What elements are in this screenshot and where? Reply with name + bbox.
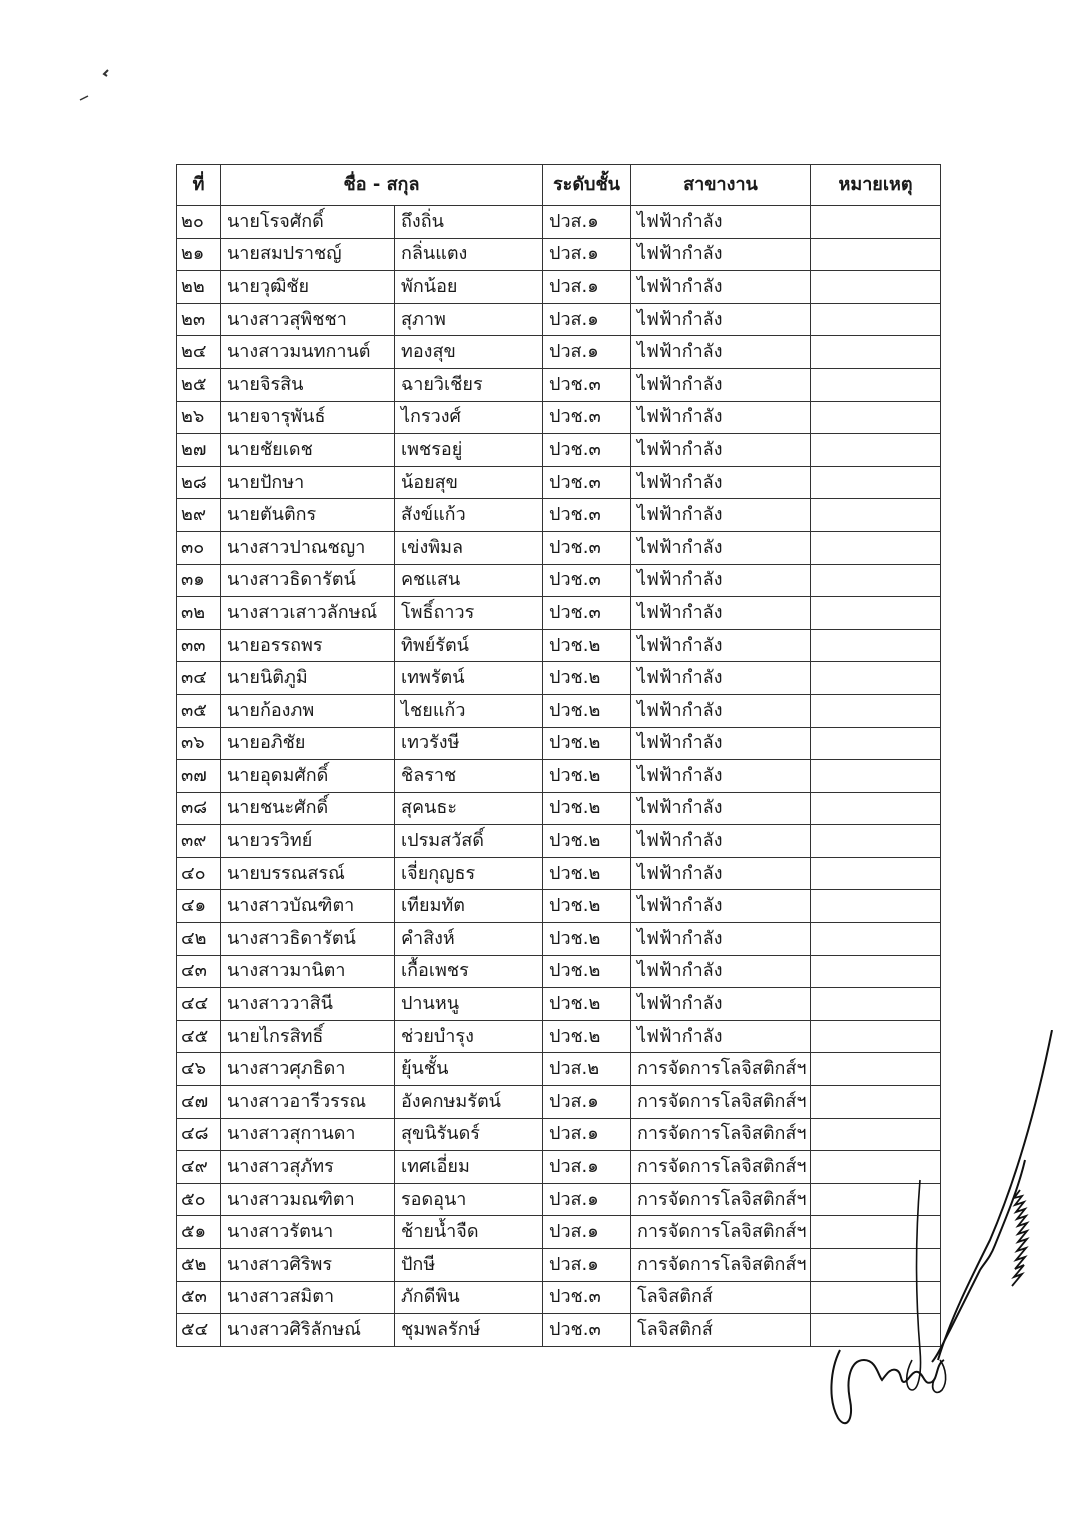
row-last-name: เปรมสวัสดิ์: [395, 825, 543, 858]
header-level: ระดับชั้น: [543, 165, 631, 206]
row-last-name: เทวรังษี: [395, 727, 543, 760]
row-branch: ไฟฟ้ากำลัง: [631, 825, 811, 858]
row-number: ๒๐: [177, 206, 221, 239]
row-remark: [811, 368, 941, 401]
row-last-name: คชแสน: [395, 564, 543, 597]
row-first-name: นางสาวรัตนา: [221, 1216, 395, 1249]
row-level: ปวช.๓: [543, 1314, 631, 1347]
scan-mark-icon: [70, 60, 120, 110]
row-level: ปวส.๑: [543, 238, 631, 271]
row-first-name: นางสาววาสินี: [221, 988, 395, 1021]
row-first-name: นางสาวธิดารัตน์: [221, 923, 395, 956]
row-number: ๕๔: [177, 1314, 221, 1347]
row-last-name: เกื้อเพชร: [395, 955, 543, 988]
row-remark: [811, 466, 941, 499]
row-last-name: ปานหนู: [395, 988, 543, 1021]
row-branch: ไฟฟ้ากำลัง: [631, 988, 811, 1021]
row-level: ปวส.๑: [543, 1249, 631, 1282]
row-level: ปวส.๑: [543, 1151, 631, 1184]
row-number: ๓๙: [177, 825, 221, 858]
row-level: ปวช.๒: [543, 825, 631, 858]
row-level: ปวส.๑: [543, 1216, 631, 1249]
row-first-name: นายวุฒิชัย: [221, 271, 395, 304]
row-first-name: นายไกรสิทธิ์: [221, 1020, 395, 1053]
row-branch: ไฟฟ้ากำลัง: [631, 1020, 811, 1053]
row-last-name: ฉายวิเชียร: [395, 368, 543, 401]
row-level: ปวช.๓: [543, 564, 631, 597]
row-branch: การจัดการโลจิสติกส์ฯ: [631, 1249, 811, 1282]
row-branch: ไฟฟ้ากำลัง: [631, 629, 811, 662]
row-number: ๕๒: [177, 1249, 221, 1282]
row-level: ปวช.๒: [543, 629, 631, 662]
table-row: [177, 499, 941, 532]
row-branch: การจัดการโลจิสติกส์ฯ: [631, 1183, 811, 1216]
row-last-name: สุคนธะ: [395, 792, 543, 825]
table-row: [177, 662, 941, 695]
table-row: [177, 890, 941, 923]
row-number: ๔๘: [177, 1118, 221, 1151]
row-first-name: นางสาวสุกานดา: [221, 1118, 395, 1151]
row-branch: ไฟฟ้ากำลัง: [631, 466, 811, 499]
row-number: ๒๔: [177, 336, 221, 369]
row-first-name: นายบรรณสรณ์: [221, 857, 395, 890]
row-last-name: เทียมทัต: [395, 890, 543, 923]
row-remark: [811, 597, 941, 630]
row-remark: [811, 760, 941, 793]
row-branch: ไฟฟ้ากำลัง: [631, 760, 811, 793]
row-level: ปวช.๓: [543, 597, 631, 630]
row-number: ๓๖: [177, 727, 221, 760]
row-first-name: นางสาวศิริพร: [221, 1249, 395, 1282]
row-branch: ไฟฟ้ากำลัง: [631, 923, 811, 956]
row-level: ปวช.๓: [543, 499, 631, 532]
row-number: ๔๓: [177, 955, 221, 988]
row-last-name: อังคกษมรัตน์: [395, 1086, 543, 1119]
row-branch: การจัดการโลจิสติกส์ฯ: [631, 1216, 811, 1249]
row-first-name: นางสาวศุภธิดา: [221, 1053, 395, 1086]
row-branch: ไฟฟ้ากำลัง: [631, 238, 811, 271]
row-last-name: สุขนิรันดร์: [395, 1118, 543, 1151]
row-last-name: น้อยสุข: [395, 466, 543, 499]
row-first-name: นายสมปราชญ์: [221, 238, 395, 271]
row-level: ปวช.๒: [543, 662, 631, 695]
row-number: ๒๙: [177, 499, 221, 532]
table-row: [177, 206, 941, 239]
row-first-name: นางสาวมานิตา: [221, 955, 395, 988]
row-last-name: ยุ้นชั้น: [395, 1053, 543, 1086]
row-level: ปวช.๓: [543, 368, 631, 401]
row-branch: ไฟฟ้ากำลัง: [631, 531, 811, 564]
row-remark: [811, 434, 941, 467]
row-remark: [811, 629, 941, 662]
table-row: [177, 271, 941, 304]
row-branch: ไฟฟ้ากำลัง: [631, 499, 811, 532]
row-first-name: นายอภิชัย: [221, 727, 395, 760]
row-level: ปวช.๒: [543, 955, 631, 988]
table-row: [177, 923, 941, 956]
row-last-name: เทพรัตน์: [395, 662, 543, 695]
row-first-name: นายจารุพันธ์: [221, 401, 395, 434]
row-number: ๒๗: [177, 434, 221, 467]
row-number: ๔๗: [177, 1086, 221, 1119]
header-branch: สาขางาน: [631, 165, 811, 206]
row-branch: ไฟฟ้ากำลัง: [631, 303, 811, 336]
row-last-name: ปักษี: [395, 1249, 543, 1282]
row-last-name: เทศเอี่ยม: [395, 1151, 543, 1184]
row-first-name: นายอุดมศักดิ์: [221, 760, 395, 793]
row-remark: [811, 662, 941, 695]
row-last-name: ชิลราช: [395, 760, 543, 793]
table-row: [177, 597, 941, 630]
row-branch: การจัดการโลจิสติกส์ฯ: [631, 1151, 811, 1184]
row-branch: ไฟฟ้ากำลัง: [631, 857, 811, 890]
row-last-name: ถึงถิ่น: [395, 206, 543, 239]
row-last-name: ไชยแก้ว: [395, 694, 543, 727]
row-branch: ไฟฟ้ากำลัง: [631, 564, 811, 597]
row-remark: [811, 694, 941, 727]
row-level: ปวช.๒: [543, 988, 631, 1021]
row-number: ๒๕: [177, 368, 221, 401]
row-number: ๕๓: [177, 1281, 221, 1314]
row-branch: ไฟฟ้ากำลัง: [631, 727, 811, 760]
row-remark: [811, 303, 941, 336]
row-branch: ไฟฟ้ากำลัง: [631, 955, 811, 988]
row-remark: [811, 923, 941, 956]
row-number: ๒๒: [177, 271, 221, 304]
row-number: ๒๑: [177, 238, 221, 271]
table-row: [177, 434, 941, 467]
row-level: ปวช.๒: [543, 923, 631, 956]
row-branch: ไฟฟ้ากำลัง: [631, 401, 811, 434]
row-remark: [811, 271, 941, 304]
row-branch: โลจิสติกส์: [631, 1281, 811, 1314]
row-remark: [811, 499, 941, 532]
table-row: [177, 401, 941, 434]
row-branch: ไฟฟ้ากำลัง: [631, 792, 811, 825]
row-first-name: นางสาวปาณชญา: [221, 531, 395, 564]
row-level: ปวช.๒: [543, 890, 631, 923]
row-remark: [811, 955, 941, 988]
row-first-name: นายนิติภูมิ: [221, 662, 395, 695]
table-row: [177, 466, 941, 499]
row-number: ๓๓: [177, 629, 221, 662]
row-number: ๕๐: [177, 1183, 221, 1216]
row-number: ๔๕: [177, 1020, 221, 1053]
row-remark: [811, 206, 941, 239]
row-first-name: นางสาวมนทกานต์: [221, 336, 395, 369]
table-row: [177, 760, 941, 793]
row-last-name: ช่วยบำรุง: [395, 1020, 543, 1053]
row-branch: การจัดการโลจิสติกส์ฯ: [631, 1118, 811, 1151]
row-branch: ไฟฟ้ากำลัง: [631, 434, 811, 467]
row-level: ปวช.๓: [543, 531, 631, 564]
row-branch: ไฟฟ้ากำลัง: [631, 662, 811, 695]
row-branch: การจัดการโลจิสติกส์ฯ: [631, 1086, 811, 1119]
table-row: [177, 792, 941, 825]
row-number: ๕๑: [177, 1216, 221, 1249]
row-first-name: นายโรจศักดิ์: [221, 206, 395, 239]
row-first-name: นางสาวธิดารัตน์: [221, 564, 395, 597]
row-last-name: ช้ายน้ำจืด: [395, 1216, 543, 1249]
row-number: ๒๓: [177, 303, 221, 336]
row-branch: การจัดการโลจิสติกส์ฯ: [631, 1053, 811, 1086]
row-last-name: เจี่ยกุญธร: [395, 857, 543, 890]
table-row: [177, 238, 941, 271]
row-last-name: สุภาพ: [395, 303, 543, 336]
row-remark: [811, 857, 941, 890]
row-remark: [811, 531, 941, 564]
row-level: ปวช.๓: [543, 434, 631, 467]
row-remark: [811, 238, 941, 271]
row-last-name: ภักดีพิน: [395, 1281, 543, 1314]
row-last-name: พักน้อย: [395, 271, 543, 304]
row-first-name: นายปักษา: [221, 466, 395, 499]
row-remark: [811, 890, 941, 923]
header-name: ชื่อ - สกุล: [221, 165, 543, 206]
row-first-name: นายชนะศักดิ์: [221, 792, 395, 825]
row-branch: ไฟฟ้ากำลัง: [631, 890, 811, 923]
table-row: [177, 368, 941, 401]
row-last-name: เข่งพิมล: [395, 531, 543, 564]
row-last-name: ไกรวงศ์: [395, 401, 543, 434]
row-number: ๔๒: [177, 923, 221, 956]
header-remark: หมายเหตุ: [811, 165, 941, 206]
row-number: ๔๑: [177, 890, 221, 923]
row-first-name: นางสาวมณฑิตา: [221, 1183, 395, 1216]
row-number: ๓๘: [177, 792, 221, 825]
row-branch: โลจิสติกส์: [631, 1314, 811, 1347]
row-last-name: เพชรอยู่: [395, 434, 543, 467]
header-no: ที่: [177, 165, 221, 206]
row-level: ปวส.๑: [543, 206, 631, 239]
row-level: ปวส.๑: [543, 1118, 631, 1151]
signature-icon: [820, 1030, 1060, 1450]
row-level: ปวส.๑: [543, 271, 631, 304]
row-first-name: นางสาวสุภัทร: [221, 1151, 395, 1184]
row-remark: [811, 564, 941, 597]
row-last-name: กลิ่นแตง: [395, 238, 543, 271]
row-number: ๓๒: [177, 597, 221, 630]
table-row: [177, 531, 941, 564]
row-level: ปวช.๓: [543, 1281, 631, 1314]
row-remark: [811, 401, 941, 434]
row-first-name: นางสาวศิริลักษณ์: [221, 1314, 395, 1347]
row-first-name: นางสาวบัณฑิตา: [221, 890, 395, 923]
row-number: ๔๖: [177, 1053, 221, 1086]
row-branch: ไฟฟ้ากำลัง: [631, 206, 811, 239]
row-branch: ไฟฟ้ากำลัง: [631, 271, 811, 304]
row-level: ปวช.๒: [543, 760, 631, 793]
table-row: [177, 694, 941, 727]
row-number: ๓๕: [177, 694, 221, 727]
row-number: ๓๑: [177, 564, 221, 597]
row-number: ๔๔: [177, 988, 221, 1021]
row-first-name: นายวรวิทย์: [221, 825, 395, 858]
row-remark: [811, 988, 941, 1021]
row-remark: [811, 336, 941, 369]
row-first-name: นางสาวอารีวรรณ: [221, 1086, 395, 1119]
row-first-name: นายอรรถพร: [221, 629, 395, 662]
row-number: ๔๙: [177, 1151, 221, 1184]
table-row: [177, 955, 941, 988]
row-level: ปวช.๓: [543, 401, 631, 434]
row-last-name: ทิพย์รัตน์: [395, 629, 543, 662]
row-first-name: นางสาวสุพิชชา: [221, 303, 395, 336]
row-branch: ไฟฟ้ากำลัง: [631, 368, 811, 401]
row-remark: [811, 792, 941, 825]
table-row: [177, 336, 941, 369]
row-last-name: สังข์แก้ว: [395, 499, 543, 532]
row-level: ปวส.๑: [543, 303, 631, 336]
row-first-name: นางสาวเสาวลักษณ์: [221, 597, 395, 630]
table-row: [177, 857, 941, 890]
row-level: ปวช.๓: [543, 466, 631, 499]
row-remark: [811, 825, 941, 858]
row-number: ๒๖: [177, 401, 221, 434]
row-last-name: ทองสุข: [395, 336, 543, 369]
table-row: [177, 825, 941, 858]
row-number: ๓๗: [177, 760, 221, 793]
row-level: ปวช.๒: [543, 1020, 631, 1053]
row-number: ๔๐: [177, 857, 221, 890]
row-first-name: นางสาวสมิตา: [221, 1281, 395, 1314]
row-level: ปวส.๑: [543, 1183, 631, 1216]
row-branch: ไฟฟ้ากำลัง: [631, 336, 811, 369]
row-first-name: นายจิรสิน: [221, 368, 395, 401]
row-level: ปวส.๑: [543, 336, 631, 369]
row-number: ๓๐: [177, 531, 221, 564]
row-first-name: นายชัยเดช: [221, 434, 395, 467]
table-row: [177, 629, 941, 662]
row-level: ปวช.๒: [543, 857, 631, 890]
row-last-name: รอดอุนา: [395, 1183, 543, 1216]
row-last-name: โพธิ์ถาวร: [395, 597, 543, 630]
row-level: ปวส.๒: [543, 1053, 631, 1086]
table-row: [177, 988, 941, 1021]
row-level: ปวช.๒: [543, 792, 631, 825]
row-last-name: คำสิงห์: [395, 923, 543, 956]
table-row: [177, 564, 941, 597]
row-level: ปวส.๑: [543, 1086, 631, 1119]
row-first-name: นายตันติกร: [221, 499, 395, 532]
table-row: [177, 727, 941, 760]
row-number: ๒๘: [177, 466, 221, 499]
row-last-name: ชุมพลรักษ์: [395, 1314, 543, 1347]
row-level: ปวช.๒: [543, 694, 631, 727]
row-branch: ไฟฟ้ากำลัง: [631, 597, 811, 630]
row-number: ๓๔: [177, 662, 221, 695]
table-row: [177, 303, 941, 336]
row-level: ปวช.๒: [543, 727, 631, 760]
row-branch: ไฟฟ้ากำลัง: [631, 694, 811, 727]
row-first-name: นายก้องภพ: [221, 694, 395, 727]
table-header-row: [177, 165, 941, 206]
row-remark: [811, 727, 941, 760]
